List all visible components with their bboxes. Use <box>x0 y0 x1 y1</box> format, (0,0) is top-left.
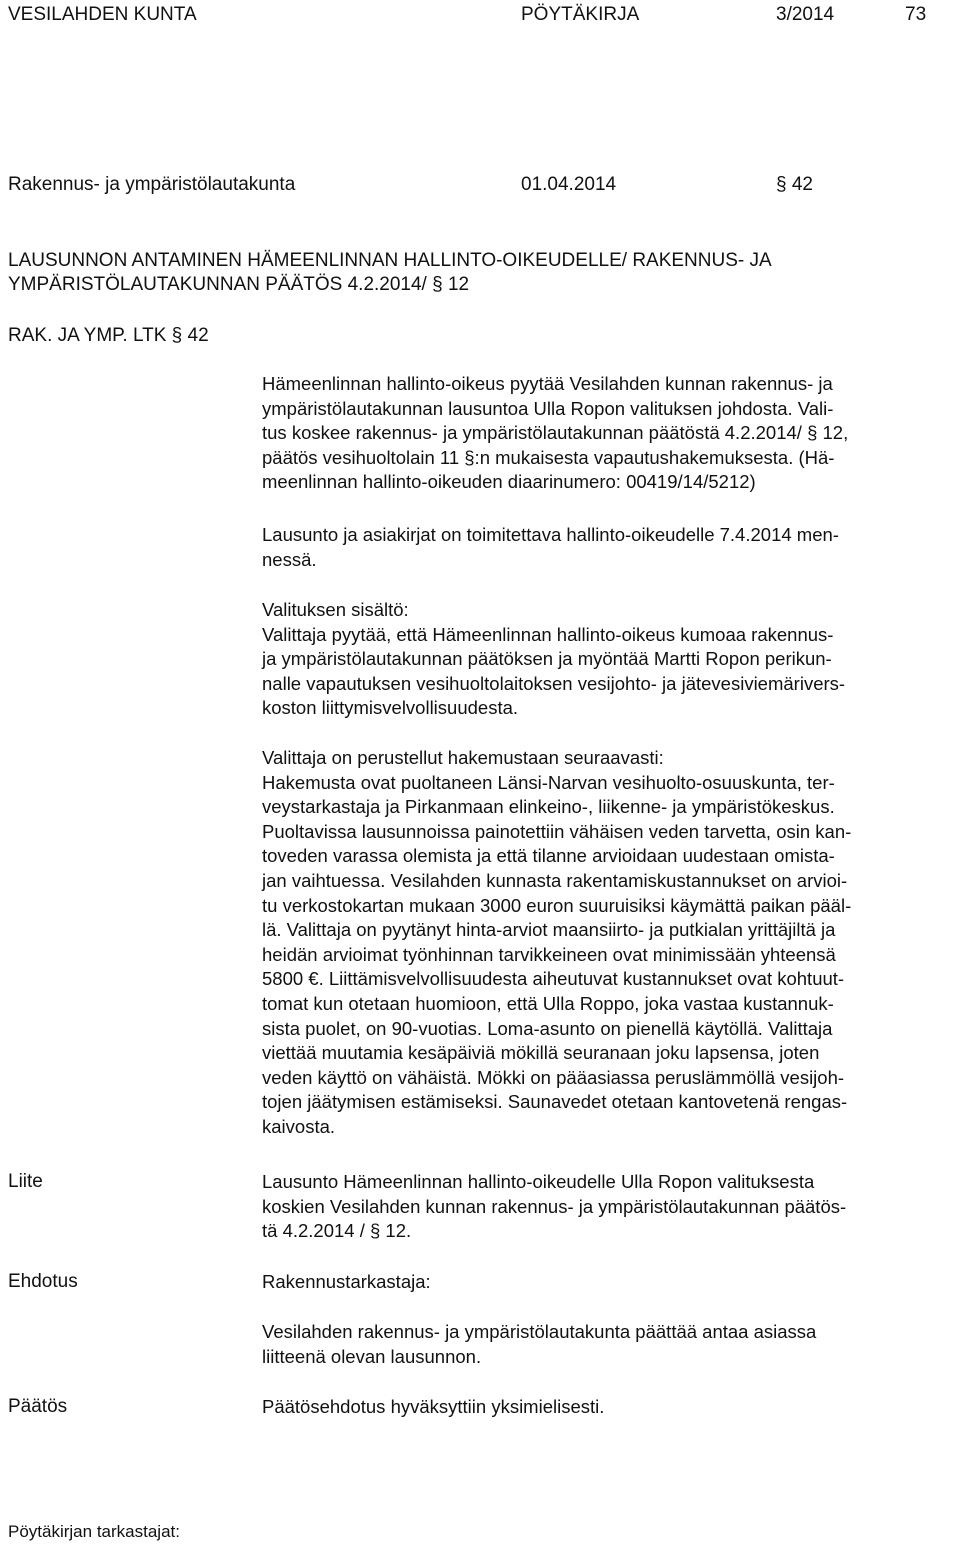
intro-paragraph <box>262 372 952 495</box>
intro-line: Hämeenlinnan hallinto-oikeus pyytää Vesilahden kunnan rakennus- ja <box>262 373 833 394</box>
complaint-line: nalle vapautuksen vesihuoltolaitoksen vesijohto- ja jätevesiviemärivers- <box>262 672 846 694</box>
section-number: § 42 <box>776 174 813 195</box>
attachment-label: Liite <box>8 1171 43 1192</box>
grounds-line: Puoltavissa lausunnoissa painotettiin vähäisen veden tarvetta, osin kan- <box>262 820 852 842</box>
complaint-line: koston liittymisvelvollisuudesta. <box>262 697 519 719</box>
grounds-line: veystarkastaja ja Pirkanmaan elinkeino-, liikenne- ja ympäristökeskus. <box>262 796 835 818</box>
grounds-line: tomat kun otetaan huomioon, että Ulla Roppo, joka vastaa kustannuk- <box>262 992 834 1014</box>
document-type: PÖYTÄKIRJA <box>521 4 640 25</box>
proposal-text <box>262 1320 952 1369</box>
grounds-line: tojen jäätymisen estämiseksi. Saunavedet otetaan kantovetenä rengas- <box>262 1091 848 1113</box>
grounds-line: sista puolet, on 90-vuotias. Loma-asunto on pienellä käytöllä. Valittaja <box>262 1017 833 1039</box>
grounds-line: Hakemusta ovat puoltaneen Länsi-Narvan vesihuolto-osuuskunta, ter- <box>262 771 835 793</box>
deadline-line: Lausunto ja asiakirjat on toimitettava hallinto-oikeudelle 7.4.2014 men- <box>262 524 839 545</box>
grounds-line: viettää muutamia kesäpäiviä mökillä seuranaan joku lapsensa, joten <box>262 1042 820 1064</box>
decision-label: Päätös <box>8 1396 68 1417</box>
grounds-line: jan vaihtuessa. Vesilahden kunnasta rakentamiskustannukset on arvioi- <box>262 869 848 891</box>
proposal-presenter <box>262 1270 952 1295</box>
grounds-line: kaivosta. <box>262 1115 336 1137</box>
intro-line: tus koskee rakennus- ja ympäristölautakunnan päätöstä 4.2.2014/ § 12, <box>262 422 849 444</box>
proposal-label: Ehdotus <box>8 1271 78 1292</box>
grounds-heading: Valittaja on perustellut hakemustaan seuraavasti: <box>262 747 664 768</box>
intro-line: päätös vesihuoltolain 11 §:n mukaisesta vapautushakemuksesta. (Hä- <box>262 446 835 468</box>
grounds-line: lä. Valittaja on pyytänyt hinta-arviot maansiirto- ja putkialan yrittäjiltä ja <box>262 919 836 941</box>
proposal-line: liitteenä olevan lausunnon. <box>262 1345 482 1367</box>
grounds-line: 5800 €. Liittämisvelvollisuudesta aiheutuvat kustannukset ovat kohtuut- <box>262 968 845 990</box>
grounds-section <box>262 746 952 1140</box>
title-line-1: LAUSUNNON ANTAMINEN HÄMEENLINNAN HALLINTO-OIKEUDELLE/ RAKENNUS- JA <box>8 250 772 271</box>
grounds-line: toveden varassa olemista ja että tilanne arvioidaan uudestaan omista- <box>262 845 835 867</box>
complaint-line: ja ympäristölautakunnan päätöksen ja myöntää Martti Ropon perikun- <box>262 648 832 670</box>
complaint-line: Valittaja pyytää, että Hämeenlinnan hallinto-oikeus kumoaa rakennus- <box>262 623 834 645</box>
attachment-text <box>262 1170 952 1244</box>
reference: RAK. JA YMP. LTK § 42 <box>8 325 209 346</box>
complaint-heading: Valituksen sisältö: <box>262 599 409 620</box>
decision-line: Päätösehdotus hyväksyttiin yksimielisesti. <box>262 1396 605 1417</box>
title-line-2: YMPÄRISTÖLAUTAKUNNAN PÄÄTÖS 4.2.2014/ § 12 <box>8 274 470 295</box>
decision-text <box>262 1395 952 1420</box>
deadline-line: nessä. <box>262 548 317 570</box>
reviewers-label: Pöytäkirjan tarkastajat: <box>8 1522 180 1541</box>
proposal-line: Vesilahden rakennus- ja ympäristölautakunta päättää antaa asiassa <box>262 1321 817 1342</box>
grounds-line: tu verkostokartan mukaan 3000 euron suuruisiksi käymättä paikan pääl- <box>262 894 852 916</box>
grounds-line: heidän arvioimat työnhinnan tarvikkeineen ovat minimissään yhteensä <box>262 943 836 965</box>
attachment-line: koskien Vesilahden kunnan rakennus- ja ympäristölautakunnan päätös- <box>262 1195 847 1217</box>
page-number: 73 <box>905 4 927 25</box>
meeting-body: Rakennus- ja ympäristölautakunta <box>8 174 296 195</box>
intro-line: ympäristölautakunnan lausuntoa Ulla Ropon valituksen johdosta. Vali- <box>262 397 834 419</box>
intro-line: meenlinnan hallinto-oikeuden diaarinumero: 00419/14/5212) <box>262 471 756 493</box>
presenter-title: Rakennustarkastaja: <box>262 1271 431 1292</box>
deadline-paragraph <box>262 523 952 572</box>
attachment-line: tä 4.2.2014 / § 12. <box>262 1220 412 1242</box>
grounds-line: veden käyttö on vähäistä. Mökki on pääasiassa peruslämmöllä vesijoh- <box>262 1066 845 1088</box>
attachment-line: Lausunto Hämeenlinnan hallinto-oikeudelle Ulla Ropon valituksesta <box>262 1171 815 1192</box>
complaint-section <box>262 598 952 721</box>
meeting-date: 01.04.2014 <box>521 174 617 195</box>
org-name: VESILAHDEN KUNTA <box>8 4 197 25</box>
issue-number: 3/2014 <box>776 4 835 25</box>
